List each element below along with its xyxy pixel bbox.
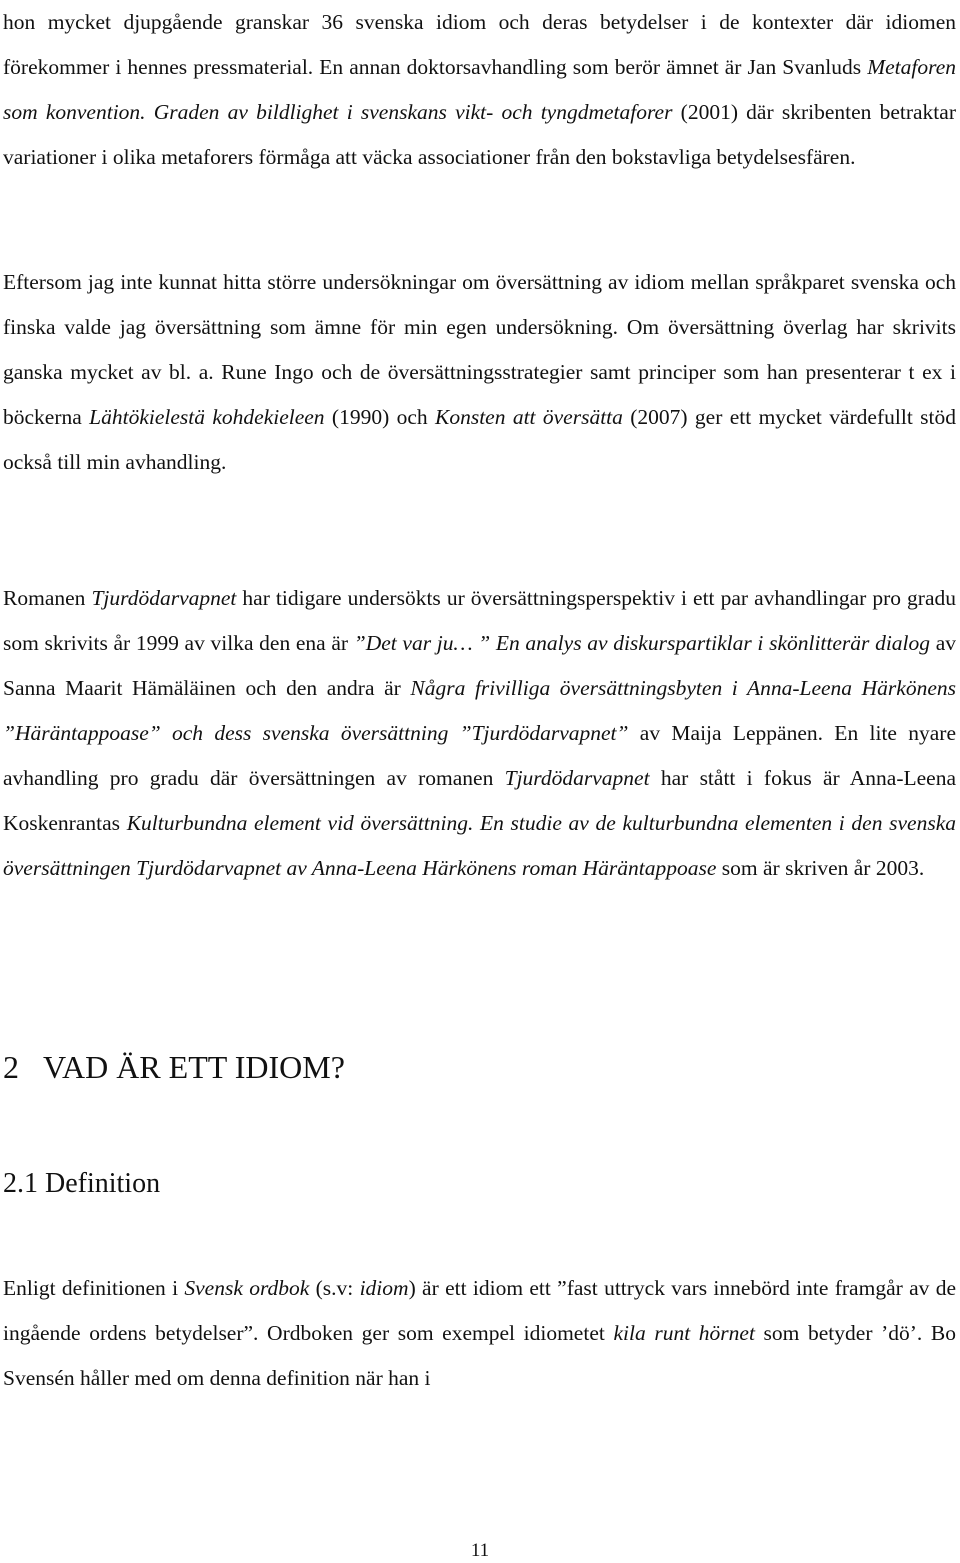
text-run: Enligt definitionen i <box>3 1276 185 1300</box>
italic-title: Kulturbundna element vid översättning. En studie av de kulturbundna elementen i den svenska översättningen Tjurdödarvapnet av Anna-Leena Härkönens roman Häräntappoase <box>3 811 956 880</box>
text-run: av Sanna Maarit Hämäläinen och den andra är <box>3 631 956 700</box>
body-paragraph-3 <box>3 576 956 891</box>
text-run: ) är ett idiom ett ”fast uttryck vars innebörd inte framgår av de ingående ordens betydelser”. Ordboken ger som exempel idiometet <box>3 1276 956 1345</box>
text-run: (2001) där skribenten betraktar variationer i olika metaforers förmåga att väcka associationer från den bokstavliga betydelsesfären. <box>3 100 956 169</box>
italic-title: Svensk ordbok <box>184 1276 310 1300</box>
text-run: Eftersom jag inte kunnat hitta större undersökningar om översättning av idiom mellan språkparet svenska och finska valde jag översättning som ämne för min egen undersökning. Om översättning överlag har skrivits ganska mycket av bl. a. Rune Ingo och de översättningsstrategier samt principer som han presenterar t ex i böckerna <box>3 270 956 429</box>
italic-title: ”Det var ju… ” En analys av diskurspartiklar i skönlitterär dialog <box>353 631 931 655</box>
italic-title: Några frivilliga översättningsbyten i Anna-Leena Härkönens ”Häräntappoase” och dess svenska översättning ”Tjurdödarvapnet” <box>3 676 956 745</box>
chapter-heading <box>3 1042 345 1092</box>
text-run: (1990) och <box>324 405 435 429</box>
italic-term: idiom <box>359 1276 409 1300</box>
body-paragraph-1 <box>3 0 956 180</box>
text-run: Romanen <box>3 586 92 610</box>
text-run: (2007) ger ett mycket värdefullt stöd också till min avhandling. <box>3 405 956 474</box>
text-run: som betyder ’dö’. Bo Svensén håller med om denna definition när han i <box>3 1321 957 1390</box>
text-run: som är skriven år 2003. <box>716 856 925 880</box>
section-heading: 2.1 Definition <box>3 1168 161 1199</box>
text-run: av Maija Leppänen. En lite nyare avhandling pro gradu där översättningen av romanen <box>3 721 957 790</box>
italic-title: Tjurdödarvapnet <box>91 586 237 610</box>
text-run: har tidigare undersökts ur översättningsperspektiv i ett par avhandlingar pro gradu som skrivits år 1999 av vilka den ena är <box>3 586 956 655</box>
chapter-number: 2 <box>3 1049 19 1085</box>
text-run: hon mycket djupgående granskar 36 svenska idiom och deras betydelser i de kontexter där idiomen förekommer i hennes pressmaterial. En annan doktorsavhandling som berör ämnet är Jan Svanluds <box>3 10 956 79</box>
body-paragraph-4 <box>3 1266 956 1401</box>
italic-title: Konsten att översätta <box>435 405 623 429</box>
chapter-title: VAD ÄR ETT IDIOM? <box>43 1049 345 1085</box>
italic-title: Lähtökielestä kohdekieleen <box>89 405 325 429</box>
italic-title: Metaforen som konvention. Graden av bildlighet i svenskans vikt- och tyngdmetaforer <box>3 55 956 124</box>
page-number: 11 <box>470 1540 490 1561</box>
text-run: (s.v: <box>309 1276 360 1300</box>
italic-title: Tjurdödarvapnet <box>504 766 650 790</box>
text-run: har stått i fokus är Anna-Leena Koskenrantas <box>3 766 957 835</box>
italic-term: kila runt hörnet <box>613 1321 755 1345</box>
body-paragraph-2 <box>3 260 956 485</box>
